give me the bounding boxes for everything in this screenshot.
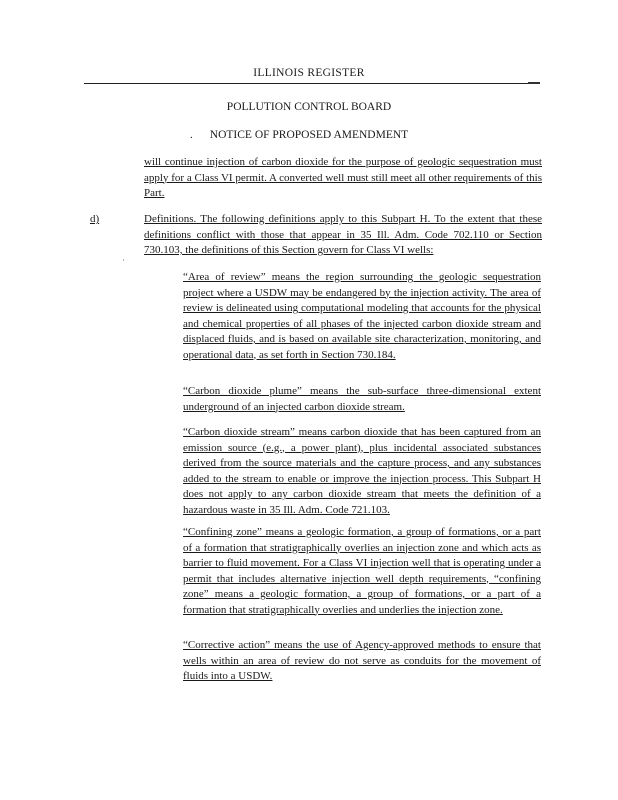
section-d-definitions-intro bbox=[144, 212, 542, 259]
definition-carbon-dioxide-plume bbox=[183, 384, 541, 415]
board-title: POLLUTION CONTROL BOARD bbox=[226, 101, 392, 113]
notice-title: NOTICE OF PROPOSED AMENDMENT bbox=[209, 129, 409, 141]
definition-area-of-review bbox=[183, 270, 541, 363]
definition-text: “Carbon dioxide stream” means carbon dioxide that has been captured from an emission source (e.g., a power plant), plus incidental associated substances derived from the source materials and the capture process, and any substances added to the stream to enable or improve the injection process. This Subpart H does not apply to any carbon dioxide stream that meets the definition of a hazardous waste in 35 Ill. Adm. Code 721.103. bbox=[183, 426, 541, 516]
definition-text: “Area of review” means the region surrounding the geologic sequestration project where a USDW may be endangered by the injection activity. The area of review is delineated using computational modeling that accounts for the physical and chemical properties of all phases of the injected carbon dioxide stream and displaced fluids, and is based on available site characterization, monitoring, and operational data, as set forth in Section 730.184. bbox=[183, 271, 541, 361]
register-title: ILLINOIS REGISTER bbox=[253, 67, 365, 79]
margin-mark: · bbox=[122, 255, 125, 265]
header-divider-mark bbox=[528, 82, 540, 84]
continuation-text: will continue injection of carbon dioxide for the purpose of geologic sequestration must apply for a Class VI permit. A converted well must still meet all other requirements of this Part. bbox=[144, 156, 542, 199]
definition-corrective-action bbox=[183, 638, 541, 685]
notice-prefix-mark: . bbox=[190, 129, 193, 141]
section-d-label: d) bbox=[90, 213, 100, 225]
continuation-paragraph bbox=[144, 155, 542, 202]
definition-text: “Corrective action” means the use of Agency-approved methods to ensure that wells within an area of review do not serve as conduits for the movement of fluids into a USDW. bbox=[183, 639, 541, 682]
header-divider bbox=[84, 83, 540, 84]
section-d-text: Definitions. The following definitions apply to this Subpart H. To the extent that these definitions conflict with those that appear in 35 Ill. Adm. Code 702.110 or Section 730.103, the definitions of this Section govern for Class VI wells: bbox=[144, 213, 542, 256]
definition-text: “Confining zone” means a geologic formation, a group of formations, or a part of a formation that stratigraphically overlies an injection zone and which acts as barrier to fluid movement. For a Class VI injection well that is operating under a permit that includes alternative injection well depth requirements, “confining zone” means a geologic formation, a group of formations, or a part of a formation that stratigraphically overlies and underlies the injection zone. bbox=[183, 526, 541, 616]
definition-carbon-dioxide-stream bbox=[183, 425, 541, 518]
definition-confining-zone bbox=[183, 525, 541, 618]
definition-text: “Carbon dioxide plume” means the sub-surface three-dimensional extent underground of an injected carbon dioxide stream. bbox=[183, 385, 541, 413]
